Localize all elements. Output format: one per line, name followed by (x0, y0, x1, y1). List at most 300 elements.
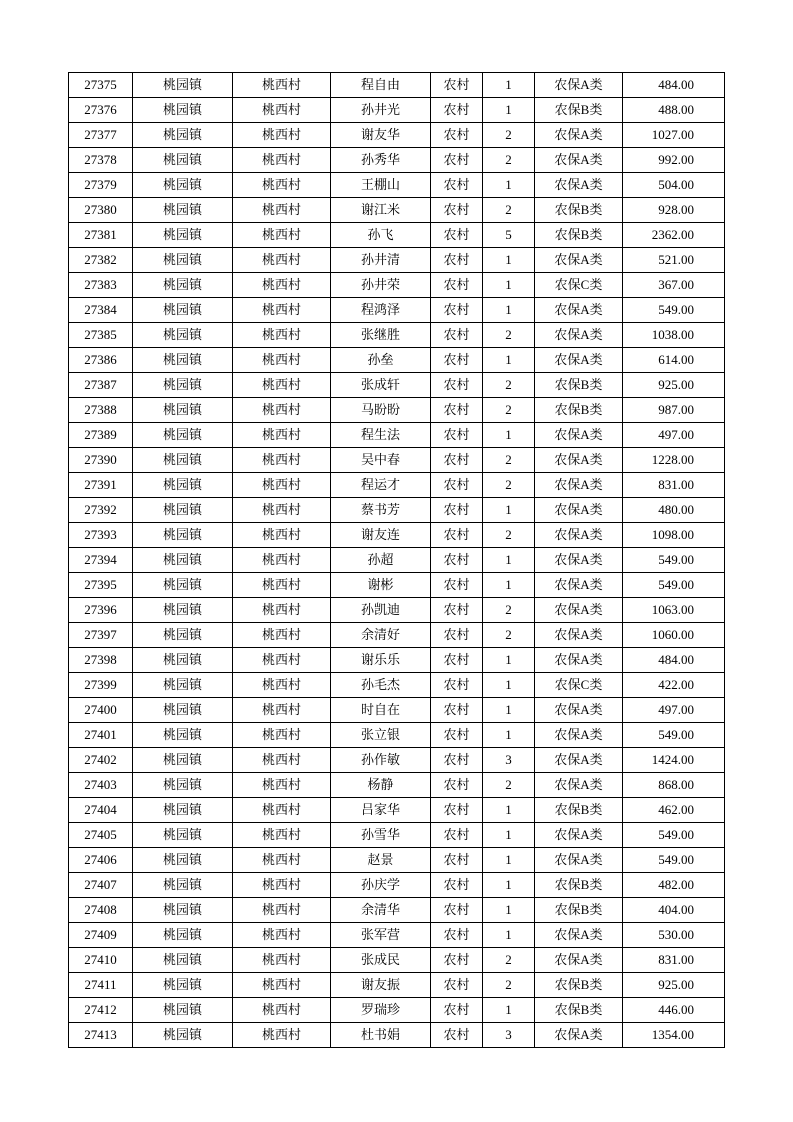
cell-amount: 831.00 (623, 948, 725, 973)
cell-amount: 484.00 (623, 73, 725, 98)
cell-household-count: 3 (483, 1023, 535, 1048)
cell-residence-type: 农村 (431, 148, 483, 173)
cell-amount: 482.00 (623, 873, 725, 898)
cell-amount: 549.00 (623, 573, 725, 598)
cell-serial-number: 27387 (69, 373, 133, 398)
cell-insurance-category: 农保A类 (535, 473, 623, 498)
cell-amount: 549.00 (623, 823, 725, 848)
cell-insurance-category: 农保A类 (535, 298, 623, 323)
cell-town: 桃园镇 (133, 373, 233, 398)
table-row (69, 598, 725, 623)
cell-village: 桃西村 (233, 998, 331, 1023)
cell-village: 桃西村 (233, 823, 331, 848)
table-row (69, 698, 725, 723)
cell-town: 桃园镇 (133, 73, 233, 98)
cell-town: 桃园镇 (133, 448, 233, 473)
cell-person-name: 孙井荣 (331, 273, 431, 298)
cell-serial-number: 27384 (69, 298, 133, 323)
cell-town: 桃园镇 (133, 973, 233, 998)
table-row (69, 573, 725, 598)
table-row (69, 498, 725, 523)
cell-household-count: 2 (483, 773, 535, 798)
cell-person-name: 马盼盼 (331, 398, 431, 423)
cell-amount: 925.00 (623, 973, 725, 998)
cell-person-name: 孙毛杰 (331, 673, 431, 698)
cell-person-name: 余清好 (331, 623, 431, 648)
cell-household-count: 2 (483, 398, 535, 423)
cell-amount: 1063.00 (623, 598, 725, 623)
cell-residence-type: 农村 (431, 273, 483, 298)
cell-village: 桃西村 (233, 573, 331, 598)
cell-residence-type: 农村 (431, 573, 483, 598)
cell-person-name: 孙井光 (331, 98, 431, 123)
cell-serial-number: 27390 (69, 448, 133, 473)
cell-insurance-category: 农保A类 (535, 448, 623, 473)
cell-person-name: 时自在 (331, 698, 431, 723)
cell-serial-number: 27410 (69, 948, 133, 973)
cell-residence-type: 农村 (431, 98, 483, 123)
cell-serial-number: 27409 (69, 923, 133, 948)
cell-person-name: 孙垒 (331, 348, 431, 373)
cell-person-name: 谢友振 (331, 973, 431, 998)
table-row (69, 148, 725, 173)
cell-amount: 1027.00 (623, 123, 725, 148)
cell-person-name: 谢江米 (331, 198, 431, 223)
cell-residence-type: 农村 (431, 648, 483, 673)
cell-serial-number: 27391 (69, 473, 133, 498)
table-row (69, 423, 725, 448)
cell-household-count: 1 (483, 923, 535, 948)
table-row (69, 1023, 725, 1048)
cell-village: 桃西村 (233, 973, 331, 998)
cell-insurance-category: 农保B类 (535, 798, 623, 823)
cell-household-count: 1 (483, 848, 535, 873)
cell-town: 桃园镇 (133, 298, 233, 323)
cell-person-name: 张成民 (331, 948, 431, 973)
cell-person-name: 张继胜 (331, 323, 431, 348)
cell-household-count: 1 (483, 823, 535, 848)
cell-serial-number: 27405 (69, 823, 133, 848)
cell-town: 桃园镇 (133, 148, 233, 173)
cell-insurance-category: 农保A类 (535, 723, 623, 748)
table-row (69, 973, 725, 998)
cell-town: 桃园镇 (133, 473, 233, 498)
cell-household-count: 1 (483, 423, 535, 448)
cell-town: 桃园镇 (133, 623, 233, 648)
cell-person-name: 张军营 (331, 923, 431, 948)
table-row (69, 323, 725, 348)
table-row (69, 473, 725, 498)
cell-household-count: 1 (483, 298, 535, 323)
cell-amount: 1354.00 (623, 1023, 725, 1048)
cell-town: 桃园镇 (133, 423, 233, 448)
cell-serial-number: 27399 (69, 673, 133, 698)
cell-person-name: 张成轩 (331, 373, 431, 398)
cell-amount: 446.00 (623, 998, 725, 1023)
cell-residence-type: 农村 (431, 873, 483, 898)
cell-amount: 987.00 (623, 398, 725, 423)
cell-amount: 480.00 (623, 498, 725, 523)
cell-insurance-category: 农保A类 (535, 923, 623, 948)
cell-amount: 992.00 (623, 148, 725, 173)
cell-amount: 928.00 (623, 198, 725, 223)
table-row (69, 198, 725, 223)
table-row (69, 448, 725, 473)
cell-residence-type: 农村 (431, 973, 483, 998)
cell-serial-number: 27406 (69, 848, 133, 873)
cell-household-count: 2 (483, 373, 535, 398)
cell-residence-type: 农村 (431, 323, 483, 348)
cell-serial-number: 27389 (69, 423, 133, 448)
cell-village: 桃西村 (233, 523, 331, 548)
cell-serial-number: 27380 (69, 198, 133, 223)
cell-insurance-category: 农保A类 (535, 498, 623, 523)
cell-serial-number: 27398 (69, 648, 133, 673)
cell-insurance-category: 农保A类 (535, 148, 623, 173)
table-row (69, 398, 725, 423)
cell-insurance-category: 农保B类 (535, 873, 623, 898)
cell-village: 桃西村 (233, 548, 331, 573)
cell-village: 桃西村 (233, 1023, 331, 1048)
cell-town: 桃园镇 (133, 848, 233, 873)
cell-insurance-category: 农保A类 (535, 523, 623, 548)
cell-residence-type: 农村 (431, 373, 483, 398)
subsidy-table (68, 72, 725, 1048)
cell-person-name: 孙作敏 (331, 748, 431, 773)
cell-residence-type: 农村 (431, 723, 483, 748)
cell-village: 桃西村 (233, 773, 331, 798)
cell-household-count: 5 (483, 223, 535, 248)
cell-town: 桃园镇 (133, 498, 233, 523)
cell-person-name: 吴中春 (331, 448, 431, 473)
cell-village: 桃西村 (233, 373, 331, 398)
table-row (69, 948, 725, 973)
cell-household-count: 1 (483, 98, 535, 123)
cell-residence-type: 农村 (431, 198, 483, 223)
cell-insurance-category: 农保A类 (535, 848, 623, 873)
cell-serial-number: 27400 (69, 698, 133, 723)
table-row (69, 373, 725, 398)
table-row (69, 248, 725, 273)
cell-insurance-category: 农保C类 (535, 273, 623, 298)
cell-person-name: 孙超 (331, 548, 431, 573)
cell-person-name: 蔡书芳 (331, 498, 431, 523)
cell-residence-type: 农村 (431, 223, 483, 248)
table-row (69, 898, 725, 923)
cell-person-name: 谢友华 (331, 123, 431, 148)
cell-town: 桃园镇 (133, 548, 233, 573)
cell-village: 桃西村 (233, 73, 331, 98)
cell-town: 桃园镇 (133, 1023, 233, 1048)
cell-household-count: 1 (483, 723, 535, 748)
cell-village: 桃西村 (233, 473, 331, 498)
cell-town: 桃园镇 (133, 248, 233, 273)
cell-amount: 497.00 (623, 698, 725, 723)
cell-village: 桃西村 (233, 498, 331, 523)
cell-person-name: 孙凯迪 (331, 598, 431, 623)
cell-insurance-category: 农保B类 (535, 373, 623, 398)
cell-serial-number: 27403 (69, 773, 133, 798)
cell-town: 桃园镇 (133, 98, 233, 123)
table-row (69, 923, 725, 948)
cell-amount: 614.00 (623, 348, 725, 373)
cell-village: 桃西村 (233, 348, 331, 373)
table-row (69, 748, 725, 773)
table-row (69, 623, 725, 648)
cell-village: 桃西村 (233, 723, 331, 748)
cell-residence-type: 农村 (431, 248, 483, 273)
cell-serial-number: 27397 (69, 623, 133, 648)
cell-residence-type: 农村 (431, 948, 483, 973)
cell-amount: 484.00 (623, 648, 725, 673)
cell-amount: 367.00 (623, 273, 725, 298)
cell-person-name: 程鸿泽 (331, 298, 431, 323)
cell-person-name: 赵景 (331, 848, 431, 873)
cell-household-count: 2 (483, 473, 535, 498)
cell-serial-number: 27402 (69, 748, 133, 773)
table-row (69, 123, 725, 148)
cell-town: 桃园镇 (133, 648, 233, 673)
cell-serial-number: 27394 (69, 548, 133, 573)
cell-village: 桃西村 (233, 798, 331, 823)
cell-amount: 549.00 (623, 848, 725, 873)
cell-amount: 488.00 (623, 98, 725, 123)
cell-town: 桃园镇 (133, 348, 233, 373)
cell-amount: 2362.00 (623, 223, 725, 248)
cell-insurance-category: 农保B类 (535, 898, 623, 923)
cell-amount: 925.00 (623, 373, 725, 398)
cell-town: 桃园镇 (133, 798, 233, 823)
cell-residence-type: 农村 (431, 1023, 483, 1048)
cell-household-count: 2 (483, 123, 535, 148)
cell-village: 桃西村 (233, 223, 331, 248)
cell-residence-type: 农村 (431, 798, 483, 823)
cell-amount: 1424.00 (623, 748, 725, 773)
cell-serial-number: 27383 (69, 273, 133, 298)
cell-town: 桃园镇 (133, 948, 233, 973)
cell-town: 桃园镇 (133, 673, 233, 698)
cell-serial-number: 27412 (69, 998, 133, 1023)
cell-village: 桃西村 (233, 623, 331, 648)
cell-town: 桃园镇 (133, 923, 233, 948)
cell-person-name: 程运才 (331, 473, 431, 498)
cell-residence-type: 农村 (431, 498, 483, 523)
cell-amount: 549.00 (623, 723, 725, 748)
table-row (69, 298, 725, 323)
cell-residence-type: 农村 (431, 173, 483, 198)
table-row (69, 798, 725, 823)
cell-household-count: 2 (483, 148, 535, 173)
cell-person-name: 程生法 (331, 423, 431, 448)
cell-village: 桃西村 (233, 323, 331, 348)
cell-household-count: 1 (483, 248, 535, 273)
cell-person-name: 谢乐乐 (331, 648, 431, 673)
cell-serial-number: 27408 (69, 898, 133, 923)
cell-residence-type: 农村 (431, 748, 483, 773)
cell-town: 桃园镇 (133, 823, 233, 848)
cell-household-count: 2 (483, 623, 535, 648)
cell-village: 桃西村 (233, 673, 331, 698)
cell-town: 桃园镇 (133, 198, 233, 223)
cell-village: 桃西村 (233, 298, 331, 323)
cell-insurance-category: 农保A类 (535, 648, 623, 673)
cell-amount: 404.00 (623, 898, 725, 923)
cell-residence-type: 农村 (431, 298, 483, 323)
cell-residence-type: 农村 (431, 848, 483, 873)
cell-serial-number: 27392 (69, 498, 133, 523)
cell-village: 桃西村 (233, 848, 331, 873)
cell-village: 桃西村 (233, 748, 331, 773)
cell-insurance-category: 农保A类 (535, 598, 623, 623)
cell-town: 桃园镇 (133, 173, 233, 198)
cell-town: 桃园镇 (133, 273, 233, 298)
cell-amount: 1038.00 (623, 323, 725, 348)
cell-serial-number: 27404 (69, 798, 133, 823)
cell-household-count: 1 (483, 898, 535, 923)
table-row (69, 673, 725, 698)
cell-household-count: 1 (483, 173, 535, 198)
cell-village: 桃西村 (233, 148, 331, 173)
cell-household-count: 2 (483, 598, 535, 623)
cell-serial-number: 27376 (69, 98, 133, 123)
table-row (69, 823, 725, 848)
cell-village: 桃西村 (233, 198, 331, 223)
cell-serial-number: 27393 (69, 523, 133, 548)
cell-household-count: 1 (483, 348, 535, 373)
cell-insurance-category: 农保A类 (535, 948, 623, 973)
cell-household-count: 2 (483, 523, 535, 548)
cell-residence-type: 农村 (431, 773, 483, 798)
cell-residence-type: 农村 (431, 998, 483, 1023)
table-row (69, 223, 725, 248)
cell-town: 桃园镇 (133, 123, 233, 148)
table-row (69, 648, 725, 673)
cell-village: 桃西村 (233, 98, 331, 123)
cell-insurance-category: 农保A类 (535, 423, 623, 448)
cell-town: 桃园镇 (133, 898, 233, 923)
cell-residence-type: 农村 (431, 123, 483, 148)
cell-insurance-category: 农保A类 (535, 348, 623, 373)
cell-residence-type: 农村 (431, 673, 483, 698)
cell-village: 桃西村 (233, 248, 331, 273)
cell-village: 桃西村 (233, 273, 331, 298)
table-row (69, 523, 725, 548)
cell-amount: 831.00 (623, 473, 725, 498)
cell-insurance-category: 农保A类 (535, 248, 623, 273)
cell-village: 桃西村 (233, 123, 331, 148)
table-row (69, 173, 725, 198)
cell-residence-type: 农村 (431, 823, 483, 848)
cell-person-name: 孙庆学 (331, 873, 431, 898)
cell-person-name: 余清华 (331, 898, 431, 923)
cell-residence-type: 农村 (431, 398, 483, 423)
cell-town: 桃园镇 (133, 748, 233, 773)
cell-town: 桃园镇 (133, 223, 233, 248)
cell-insurance-category: 农保B类 (535, 223, 623, 248)
cell-amount: 422.00 (623, 673, 725, 698)
cell-household-count: 2 (483, 973, 535, 998)
cell-amount: 1098.00 (623, 523, 725, 548)
cell-serial-number: 27375 (69, 73, 133, 98)
cell-insurance-category: 农保B类 (535, 973, 623, 998)
table-row (69, 848, 725, 873)
cell-residence-type: 农村 (431, 448, 483, 473)
cell-insurance-category: 农保A类 (535, 1023, 623, 1048)
table-row (69, 998, 725, 1023)
cell-person-name: 孙雪华 (331, 823, 431, 848)
cell-amount: 1060.00 (623, 623, 725, 648)
cell-amount: 868.00 (623, 773, 725, 798)
cell-household-count: 1 (483, 673, 535, 698)
cell-town: 桃园镇 (133, 873, 233, 898)
cell-serial-number: 27396 (69, 598, 133, 623)
cell-town: 桃园镇 (133, 698, 233, 723)
cell-household-count: 2 (483, 448, 535, 473)
cell-insurance-category: 农保C类 (535, 673, 623, 698)
cell-residence-type: 农村 (431, 548, 483, 573)
cell-village: 桃西村 (233, 923, 331, 948)
cell-serial-number: 27382 (69, 248, 133, 273)
cell-amount: 497.00 (623, 423, 725, 448)
table-row (69, 98, 725, 123)
cell-town: 桃园镇 (133, 773, 233, 798)
cell-household-count: 3 (483, 748, 535, 773)
cell-amount: 521.00 (623, 248, 725, 273)
cell-village: 桃西村 (233, 448, 331, 473)
cell-town: 桃园镇 (133, 723, 233, 748)
cell-amount: 462.00 (623, 798, 725, 823)
cell-residence-type: 农村 (431, 348, 483, 373)
cell-village: 桃西村 (233, 423, 331, 448)
cell-person-name: 杨静 (331, 773, 431, 798)
cell-town: 桃园镇 (133, 573, 233, 598)
cell-town: 桃园镇 (133, 323, 233, 348)
cell-village: 桃西村 (233, 873, 331, 898)
cell-serial-number: 27401 (69, 723, 133, 748)
cell-person-name: 孙井清 (331, 248, 431, 273)
cell-residence-type: 农村 (431, 598, 483, 623)
cell-town: 桃园镇 (133, 598, 233, 623)
cell-residence-type: 农村 (431, 698, 483, 723)
cell-amount: 549.00 (623, 298, 725, 323)
cell-village: 桃西村 (233, 698, 331, 723)
cell-person-name: 程自由 (331, 73, 431, 98)
cell-village: 桃西村 (233, 173, 331, 198)
cell-residence-type: 农村 (431, 73, 483, 98)
cell-amount: 530.00 (623, 923, 725, 948)
cell-town: 桃园镇 (133, 998, 233, 1023)
cell-insurance-category: 农保A类 (535, 623, 623, 648)
cell-insurance-category: 农保A类 (535, 748, 623, 773)
cell-village: 桃西村 (233, 948, 331, 973)
cell-serial-number: 27411 (69, 973, 133, 998)
cell-household-count: 1 (483, 573, 535, 598)
cell-household-count: 1 (483, 998, 535, 1023)
cell-insurance-category: 农保A类 (535, 823, 623, 848)
cell-insurance-category: 农保B类 (535, 98, 623, 123)
cell-insurance-category: 农保A类 (535, 73, 623, 98)
cell-insurance-category: 农保A类 (535, 123, 623, 148)
cell-person-name: 杜书娟 (331, 1023, 431, 1048)
cell-residence-type: 农村 (431, 623, 483, 648)
cell-person-name: 孙飞 (331, 223, 431, 248)
cell-village: 桃西村 (233, 898, 331, 923)
cell-insurance-category: 农保A类 (535, 698, 623, 723)
cell-amount: 1228.00 (623, 448, 725, 473)
cell-town: 桃园镇 (133, 398, 233, 423)
table-body (69, 73, 725, 1048)
cell-person-name: 罗瑞珍 (331, 998, 431, 1023)
